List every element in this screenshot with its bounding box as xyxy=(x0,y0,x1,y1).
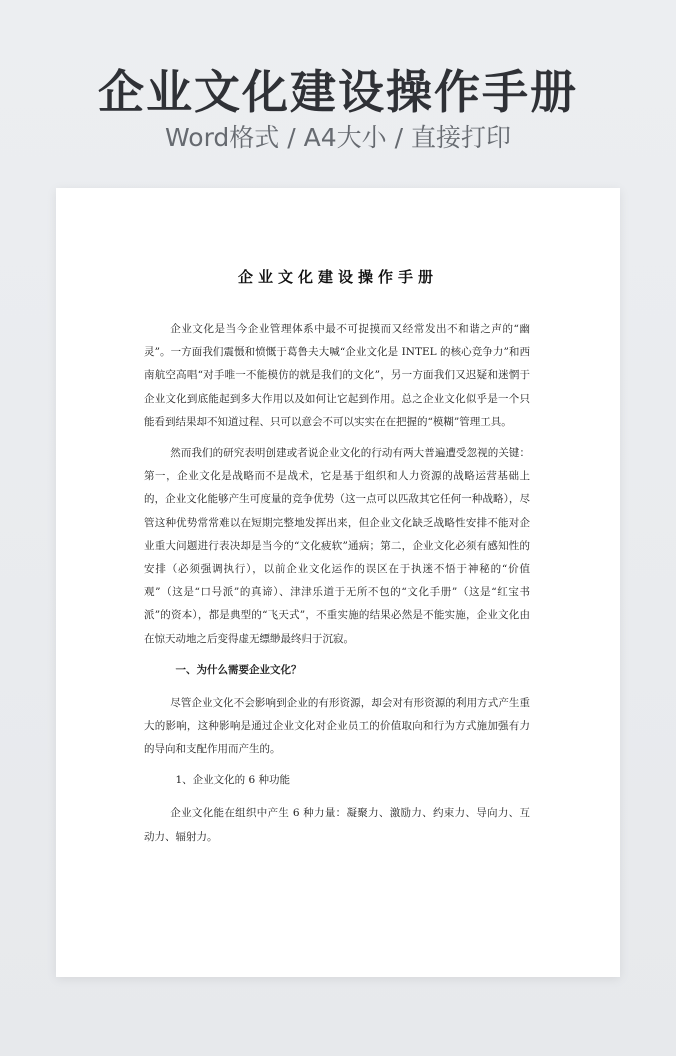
subsection-paragraph: 企业文化能在组织中产生 6 种力量：凝聚力、激励力、约束力、导向力、互动力、辐射力。 xyxy=(144,807,530,843)
intro-paragraph-1: 企业文化是当今企业管理体系中最不可捉摸而又经常发出不和谐之声的“幽灵”。一方面我们震慑和愤慨于葛鲁夫大喊“企业文化是 INTEL 的核心竞争力”和西南航空高唱“对手唯一不能模仿的就是我们的文化”，另一方面我们又迟疑和迷惘于企业文化到底能起到多大作用以及如何让它起到作用。总之企业文化似乎是一个只能看到结果却不知道过程、只可以意会不可以实实在在把握的“模糊”管理工具。 xyxy=(144,323,530,428)
document-page xyxy=(56,188,620,977)
section-paragraph: 尽管企业文化不会影响到企业的有形资源，却会对有形资源的利用方式产生重大的影响，这种影响是通过企业文化对企业员工的价值取向和行为方式施加强有力的导向和支配作用而产生的。 xyxy=(144,696,530,756)
document-body xyxy=(144,318,530,857)
section-heading: 一、为什么需要企业文化？ xyxy=(175,663,302,676)
subsection-heading: 1、企业文化的 6 种功能 xyxy=(175,774,291,787)
banner-title: 企业文化建设操作手册 xyxy=(98,65,578,119)
banner-subtitle: Word格式 / A4大小 / 直接打印 xyxy=(165,123,511,152)
document-title: 企业文化建设操作手册 xyxy=(237,268,438,286)
intro-paragraph-2: 然而我们的研究表明创建或者说企业文化的行动有两大普遍遭受忽视的关键：第一，企业文化是战略而不是战术，它是基于组织和人力资源的战略运营基础上的，企业文化能够产生可度量的竞争优势（这一点可以匹敌其它任何一种战略），尽管这种优势常常难以在短期完整地发挥出来，但企业文化缺乏战略性安排不能对企业重大问题进行表决却是当今的“文化疲软”通病；第二，企业文化必须有感知性的安排（必须强调执行），以前企业文化运作的误区在于执迷不悟于神秘的“价值观”（这是“口号派”的真谛）、津津乐道于无所不包的“文化手册”（这是“红宝书派”的资本），都是典型的“飞天式”，不重实施的结果必然是不能实施，企业文化由在惊天动地之后变得虚无缥缈最终归于沉寂。 xyxy=(144,447,530,645)
